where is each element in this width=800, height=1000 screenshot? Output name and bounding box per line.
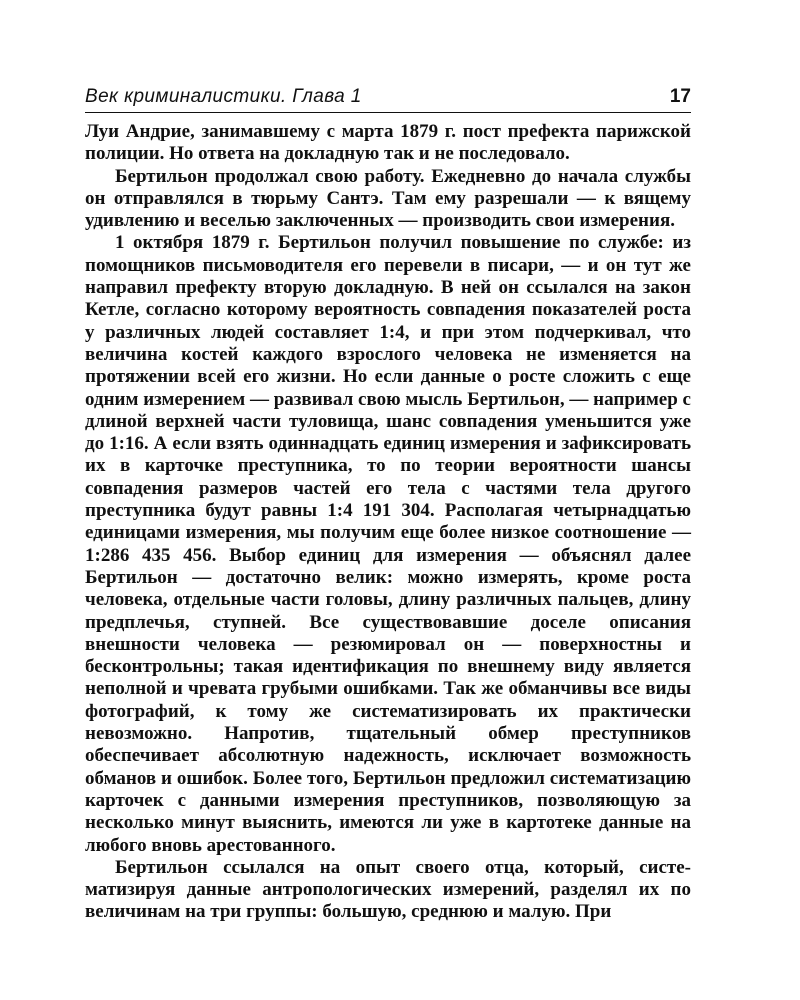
paragraph: 1 октября 1879 г. Бертильон получил повышение по службе: из помощников письмоводителя его перевели в писари, — и он тут же направил префекту вторую докладную. В ней он ссылался на закон Кетле, согласно которому вероятность совпадения показателей роста у различных людей составляет 1:4, и при этом подчеркивал, что величина костей каждого взрослого человека не изменяется на протяжении всей его жизни. Но если данные о росте сложить с еще одним измерением — развивал свою мысль Бертильон, — например с длиной верхней части туловища, шанс совпадения уменьшится уже до 1:16. А если взять одиннадцать единиц измерения и зафиксировать их в карточке преступника, то по теории вероятности шансы совпадения размеров частей его тела с частями тела другого преступника будут равны 1:4 191 304. Располагая четырнадцатью единицами измерения, мы получим еще более низкое соотношение — 1:286 435 456. Выбор единиц для измерения — объяснял далее Бертильон — достаточно велик: можно измерять, кроме роста человека, отдельные части головы, длину различных пальцев, длину предплечья, ступней. Все существовавшие доселе описания внешности человека — резюмировал он — поверхностны и бесконтрольны; такая идентификация по внешнему виду является неполной и чревата грубыми ошибками. Так же обманчивы все виды фотографий, к тому же систематизировать их практически невозможно. Напротив, тщательный обмер преступников обеспечивает абсолютную надежность, исключает возможность обманов и ошибок. Более того, Бертильон предложил систематизацию карточек с данными измерения преступников, позволяющую за несколько минут выяснить, имеются ли уже в картотеке данные на любого вновь арестованного. xyxy=(85,232,691,856)
paragraph-continuation: Луи Андрие, занимавшему с марта 1879 г. пост префекта парижской полиции. Но ответа на докладную так и не последовало. xyxy=(85,121,691,165)
body-text xyxy=(85,121,691,924)
page-number: 17 xyxy=(669,86,691,107)
page-header xyxy=(85,84,691,113)
book-page xyxy=(85,84,691,924)
running-head: Век криминалистики. Глава 1 xyxy=(85,86,362,107)
paragraph: Бертильон ссылался на опыт своего отца, который, систематизируя данные антропологических измерений, разделял их по величинам на три группы: большую, среднюю и малую. При xyxy=(85,856,691,923)
paragraph: Бертильон продолжал свою работу. Ежедневно до начала службы он отправлялся в тюрьму Сантэ. Там ему разрешали — к вящему удивлению и веселью заключенных — производить свои измерения. xyxy=(85,165,691,232)
